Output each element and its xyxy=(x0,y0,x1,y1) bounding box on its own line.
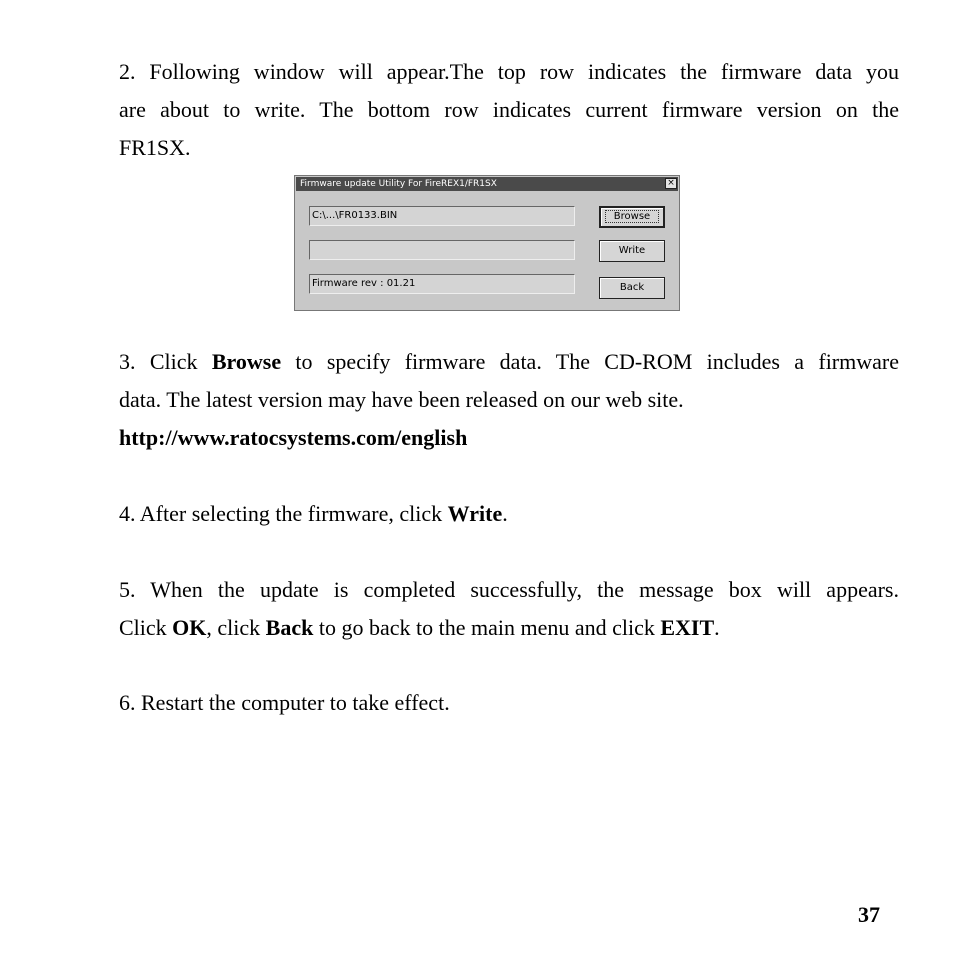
close-icon[interactable]: × xyxy=(665,178,677,189)
write-button[interactable]: Write xyxy=(599,240,665,262)
step-5-line-1: 5. When the update is completed successfully, the message box will appears. xyxy=(119,577,899,602)
step-3-line-1 xyxy=(119,343,899,381)
browse-button-label: Browse xyxy=(605,210,659,223)
step-4-write-bold: Write xyxy=(447,501,503,526)
dialog-title: Firmware update Utility For FireREX1/FR1SX xyxy=(300,179,497,189)
step-5-ok-bold: OK xyxy=(172,615,207,640)
step-2-line-2: are about to write. The bottom row indicates current firmware version on the xyxy=(119,97,899,122)
step-3-text: to specify firmware data. The CD-ROM includes a firmware xyxy=(281,349,899,374)
website-url[interactable] xyxy=(119,419,899,457)
step-3-browse-bold: Browse xyxy=(211,349,282,374)
step-4-line-1 xyxy=(119,495,899,533)
step-5-back-bold: Back xyxy=(265,615,314,640)
firmware-rev-field: Firmware rev : 01.21 xyxy=(309,274,575,294)
back-button[interactable]: Back xyxy=(599,277,665,299)
firmware-update-dialog xyxy=(294,175,680,311)
dialog-titlebar xyxy=(296,177,678,191)
step-5-paragraph xyxy=(119,571,899,647)
step-2-paragraph xyxy=(119,53,899,167)
step-5-text: Click xyxy=(119,615,173,640)
step-4-text: . xyxy=(502,501,508,526)
step-2-line-3: FR1SX. xyxy=(119,135,191,160)
step-5-text: to go back to the main menu and click xyxy=(313,615,661,640)
step-5-text: . xyxy=(714,615,720,640)
step-5-line-2 xyxy=(119,609,899,647)
firmware-file-field[interactable]: C:\...\FR0133.BIN xyxy=(309,206,575,226)
step-5-exit-bold: EXIT xyxy=(660,615,715,640)
step-6-line-1: 6. Restart the computer to take effect. xyxy=(119,690,450,715)
step-3-line-2: data. The latest version may have been released on our web site. xyxy=(119,387,684,412)
step-2-line-1: 2. Following window will appear.The top row indicates the firmware data you xyxy=(119,59,899,84)
step-4-paragraph xyxy=(119,495,899,533)
step-6-paragraph xyxy=(119,684,899,722)
step-3-paragraph xyxy=(119,343,899,457)
status-field xyxy=(309,240,575,260)
step-4-text: 4. After selecting the firmware, click xyxy=(119,501,448,526)
page-number: 37 xyxy=(858,902,880,927)
step-5-text: , click xyxy=(206,615,266,640)
website-url-text: http://www.ratocsystems.com/english xyxy=(119,425,468,450)
step-3-text: 3. Click xyxy=(119,349,212,374)
browse-button[interactable] xyxy=(599,206,665,228)
